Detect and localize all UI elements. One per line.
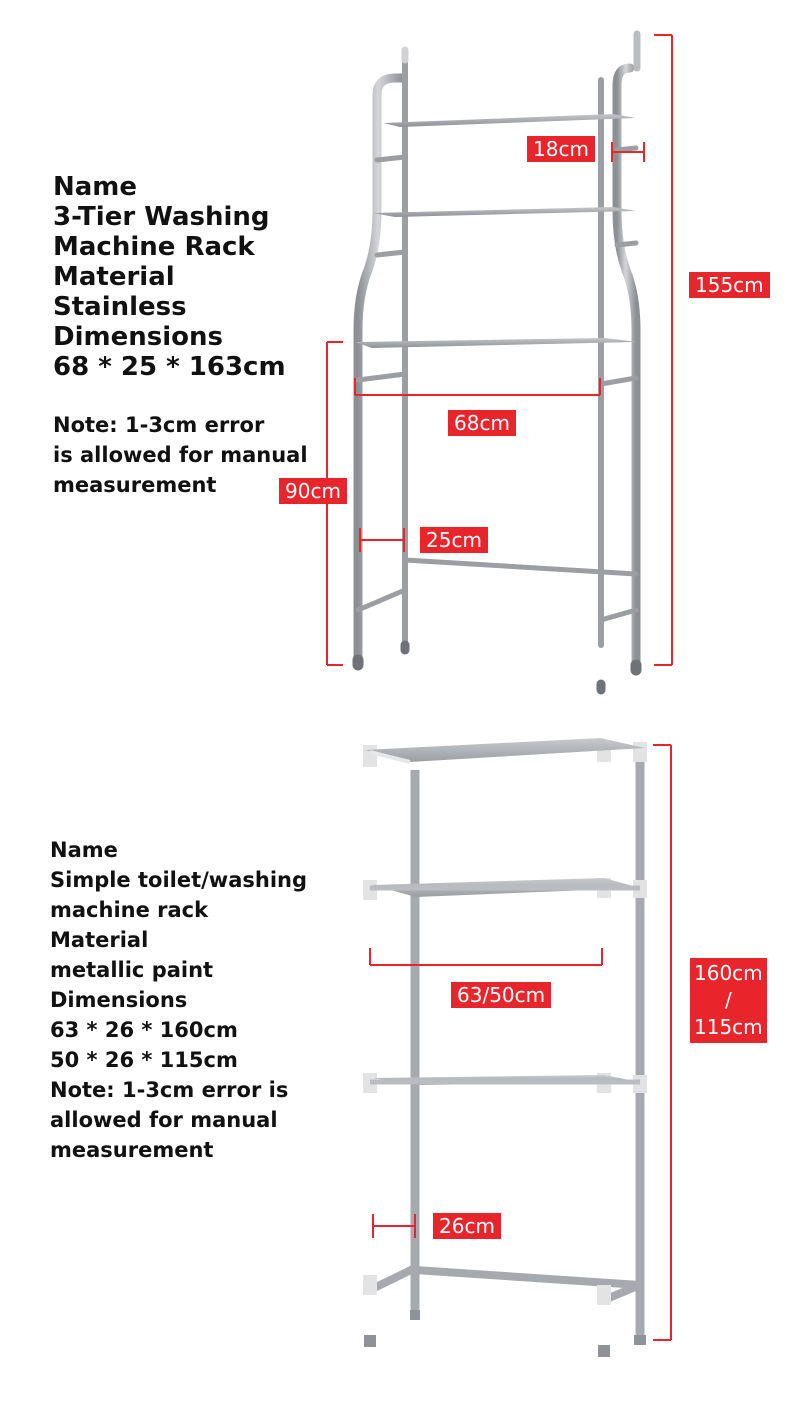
spec-value-dimensions-2: 50 * 26 * 115cm — [50, 1048, 238, 1072]
spec-value-name-1: Simple toilet/washing — [50, 868, 308, 892]
height-label-line-3: 115cm — [694, 1015, 763, 1039]
spec-label-material: Material — [50, 928, 149, 952]
spec-value-name-2: machine rack — [50, 898, 209, 922]
spec-label-name: Name — [53, 172, 138, 202]
product-1-section — [0, 0, 790, 700]
height-label-line-1: 160cm — [694, 961, 763, 985]
spec-value-dimensions-1: 63 * 26 * 160cm — [50, 1018, 238, 1042]
spec-value-material: Stainless — [53, 292, 187, 322]
rack-2-frame — [363, 740, 647, 1357]
height-label-line-2: / — [724, 988, 732, 1012]
rack-2-image — [0, 700, 790, 1413]
note-line: Note: 1-3cm error is — [50, 1078, 289, 1102]
rack-1-frame — [358, 34, 637, 690]
dimension-label-width: 63/50cm — [451, 982, 551, 1008]
spec-label-material: Material — [53, 262, 175, 292]
dimension-label-depth-base: 25cm — [420, 527, 488, 553]
rack-1-image — [0, 0, 790, 700]
spec-label-dimensions: Dimensions — [50, 988, 188, 1012]
note-line: allowed for manual — [50, 1108, 278, 1132]
spec-value-material: metallic paint — [50, 958, 214, 982]
note-line: Note: 1-3cm error — [53, 413, 265, 437]
product-2-section — [0, 700, 790, 1413]
spec-value-name-2: Machine Rack — [53, 232, 255, 262]
note-line: measurement — [50, 1138, 214, 1162]
dimension-label-width: 68cm — [448, 410, 516, 436]
dimension-label-height-total: 155cm — [689, 272, 770, 298]
spec-value-name-1: 3-Tier Washing — [53, 202, 270, 232]
dimension-label-depth: 26cm — [433, 1213, 501, 1239]
note-line: is allowed for manual — [53, 443, 308, 467]
rack-1-shelves — [355, 114, 638, 348]
dimension-label-height — [690, 958, 767, 1043]
dimension-label-depth-top: 18cm — [527, 136, 595, 162]
spec-label-name: Name — [50, 838, 118, 862]
dimension-label-height-lower: 90cm — [279, 478, 347, 504]
spec-value-dimensions: 68 * 25 * 163cm — [53, 352, 286, 382]
spec-label-dimensions: Dimensions — [53, 322, 223, 352]
note-line: measurement — [53, 473, 217, 497]
